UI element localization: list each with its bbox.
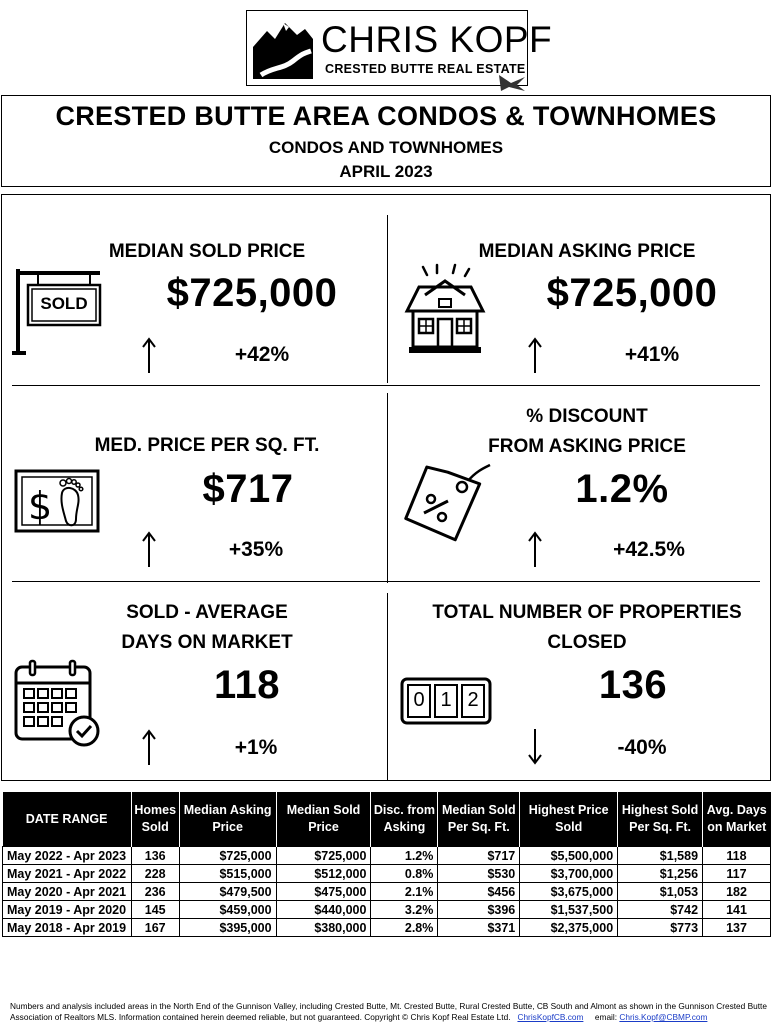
column-header [3, 792, 132, 847]
table-cell: 182 [703, 883, 771, 901]
table-cell: 167 [131, 919, 179, 937]
table-cell: $530 [438, 865, 520, 883]
table-cell: $773 [618, 919, 703, 937]
days-market-label-line2: DAYS ON MARKET [121, 632, 293, 653]
median-asking-value: $725,000 [546, 271, 718, 315]
median-sold-label: MEDIAN SOLD PRICE [108, 241, 306, 262]
table-cell: $440,000 [276, 901, 371, 919]
table-cell: 141 [703, 901, 771, 919]
median-sold-change: +42% [234, 343, 290, 366]
days-market-change: +1% [234, 736, 278, 759]
logo-subtitle: CRESTED BUTTE REAL ESTATE [325, 62, 526, 76]
table-cell: $1,589 [618, 847, 703, 865]
table-cell: 2.1% [371, 883, 438, 901]
table-cell: May 2020 - Apr 2021 [3, 883, 132, 901]
table-cell: $3,675,000 [520, 883, 618, 901]
column-header-text: Asking [383, 820, 426, 834]
discount-label-line1: % DISCOUNT [526, 406, 648, 427]
column-header [438, 792, 520, 847]
divider [387, 593, 388, 781]
column-header-text: Highest Sold [621, 803, 699, 817]
total-closed-value: 136 [598, 663, 668, 707]
counter-digit: 0 [413, 689, 425, 711]
svg-text:$: $ [28, 484, 53, 528]
table-cell: $512,000 [276, 865, 371, 883]
price-sqft-label: MED. PRICE PER SQ. FT. [94, 435, 320, 456]
table-cell: 0.8% [371, 865, 438, 883]
column-header-text: on Market [707, 820, 767, 834]
table-cell: $5,500,000 [520, 847, 618, 865]
house-icon [399, 263, 491, 359]
discount-label-line2: FROM ASKING PRICE [488, 436, 686, 457]
table-cell: $725,000 [179, 847, 276, 865]
column-header-text: Highest Price [528, 803, 609, 817]
table-cell: 145 [131, 901, 179, 919]
divider [12, 385, 760, 386]
title-box [1, 95, 771, 187]
median-sold-value: $725,000 [166, 271, 338, 315]
counter-digit: 1 [440, 689, 452, 711]
brand-logo [246, 10, 553, 86]
column-header [371, 792, 438, 847]
table-cell: 117 [703, 865, 771, 883]
table-cell: May 2018 - Apr 2019 [3, 919, 132, 937]
median-asking-label: MEDIAN ASKING PRICE [478, 241, 696, 262]
column-header-text: Price [308, 820, 339, 834]
table-cell: 2.8% [371, 919, 438, 937]
table-cell: 118 [703, 847, 771, 865]
table-row [3, 883, 771, 901]
column-header-text: Median Sold [286, 803, 361, 817]
table-cell: $3,700,000 [520, 865, 618, 883]
table-cell: $456 [438, 883, 520, 901]
table-row [3, 865, 771, 883]
fly-fishing-icon [495, 71, 529, 93]
metrics-panel [1, 194, 771, 781]
table-cell: $515,000 [179, 865, 276, 883]
arrow-up-icon [142, 531, 156, 567]
table-cell: 1.2% [371, 847, 438, 865]
column-header-text: Disc. from [373, 803, 435, 817]
mountain-logo-icon [253, 17, 313, 79]
calendar-icon [12, 657, 104, 749]
table-cell: $475,000 [276, 883, 371, 901]
page-title: CRESTED BUTTE AREA CONDOS & TOWNHOMES [55, 101, 717, 131]
table-cell: 236 [131, 883, 179, 901]
column-header [703, 792, 771, 847]
table-cell: $395,000 [179, 919, 276, 937]
table-header-row [3, 792, 771, 847]
column-header-text: Sold [141, 820, 169, 834]
table-row [3, 847, 771, 865]
total-closed-label-line2: CLOSED [547, 632, 627, 653]
arrow-up-icon [142, 729, 156, 765]
table-cell: $1,053 [618, 883, 703, 901]
column-header-text: DATE RANGE [25, 811, 108, 826]
table-cell: May 2022 - Apr 2023 [3, 847, 132, 865]
website-link[interactable]: ChrisKopfCB.com [517, 1012, 584, 1022]
column-header-text: Per Sq. Ft. [447, 820, 510, 834]
column-header-text: Per Sq. Ft. [629, 820, 691, 834]
days-market-value: 118 [213, 663, 281, 707]
arrow-up-icon [142, 337, 156, 373]
column-header-text: Median Asking [183, 803, 272, 817]
table-cell: 3.2% [371, 901, 438, 919]
column-header-text: Sold [555, 820, 583, 834]
column-header-text: Median Sold [442, 803, 516, 817]
email-link[interactable]: Chris.Kopf@CBMP.com [619, 1012, 708, 1022]
price-sqft-change: +35% [228, 538, 284, 561]
discount-value: 1.2% [575, 467, 669, 511]
column-header [179, 792, 276, 847]
report-period: APRIL 2023 [339, 162, 433, 181]
divider [12, 581, 760, 582]
arrow-down-icon [528, 729, 542, 765]
table-cell: $479,500 [179, 883, 276, 901]
table-body [3, 847, 771, 937]
page-subtitle: CONDOS AND TOWNHOMES [268, 138, 504, 157]
table-cell: $371 [438, 919, 520, 937]
stats-table [2, 792, 771, 937]
table-cell: May 2021 - Apr 2022 [3, 865, 132, 883]
divider [387, 393, 388, 583]
column-header [276, 792, 371, 847]
table-cell: $396 [438, 901, 520, 919]
price-sqft-value: $717 [202, 467, 294, 511]
price-tag-icon [398, 461, 494, 545]
table-cell: $380,000 [276, 919, 371, 937]
email-label: email: [594, 1012, 618, 1022]
total-closed-label-line1: TOTAL NUMBER OF PROPERTIES [432, 602, 742, 623]
price-per-sqft-icon [14, 469, 100, 533]
table-cell: $2,375,000 [520, 919, 618, 937]
table-cell: $459,000 [179, 901, 276, 919]
table-cell: $742 [618, 901, 703, 919]
table-cell: $1,537,500 [520, 901, 618, 919]
column-header-text: Price [212, 820, 243, 834]
column-header-text: Homes [134, 803, 177, 817]
arrow-up-icon [528, 531, 542, 567]
table-cell: 228 [131, 865, 179, 883]
sold-sign-text: SOLD [40, 294, 88, 313]
footer-text: Numbers and analysis included areas in the North End of the Gunnison Valley, including Crested Butte, Mt. Crested Butte, Rural Crested Butte, CB South and Almont as shown in the Gunnison Crested Butte Association of Realtors MLS. Information contained herein deemed reliable, but not guaranteed. Copyright © Chris Kopf Real Estate Ltd. [10, 1001, 767, 1022]
column-header [131, 792, 179, 847]
column-header-text: Avg. Days [706, 803, 767, 817]
days-market-label-line1: SOLD - AVERAGE [126, 602, 288, 623]
total-closed-change: -40% [617, 736, 667, 759]
table-row [3, 919, 771, 937]
footer-disclaimer [10, 1001, 770, 1023]
table-cell: $725,000 [276, 847, 371, 865]
counter-digit: 2 [467, 689, 479, 711]
logo-name: CHRIS KOPF [321, 19, 553, 60]
table-cell: 136 [131, 847, 179, 865]
median-asking-change: +41% [624, 343, 680, 366]
table-cell: $1,256 [618, 865, 703, 883]
table-cell: May 2019 - Apr 2020 [3, 901, 132, 919]
column-header [520, 792, 618, 847]
table-row [3, 901, 771, 919]
column-header [618, 792, 703, 847]
arrow-up-icon [528, 337, 542, 373]
discount-change: +42.5% [613, 538, 685, 561]
table-cell: 137 [703, 919, 771, 937]
table-cell: $717 [438, 847, 520, 865]
divider [387, 215, 388, 383]
